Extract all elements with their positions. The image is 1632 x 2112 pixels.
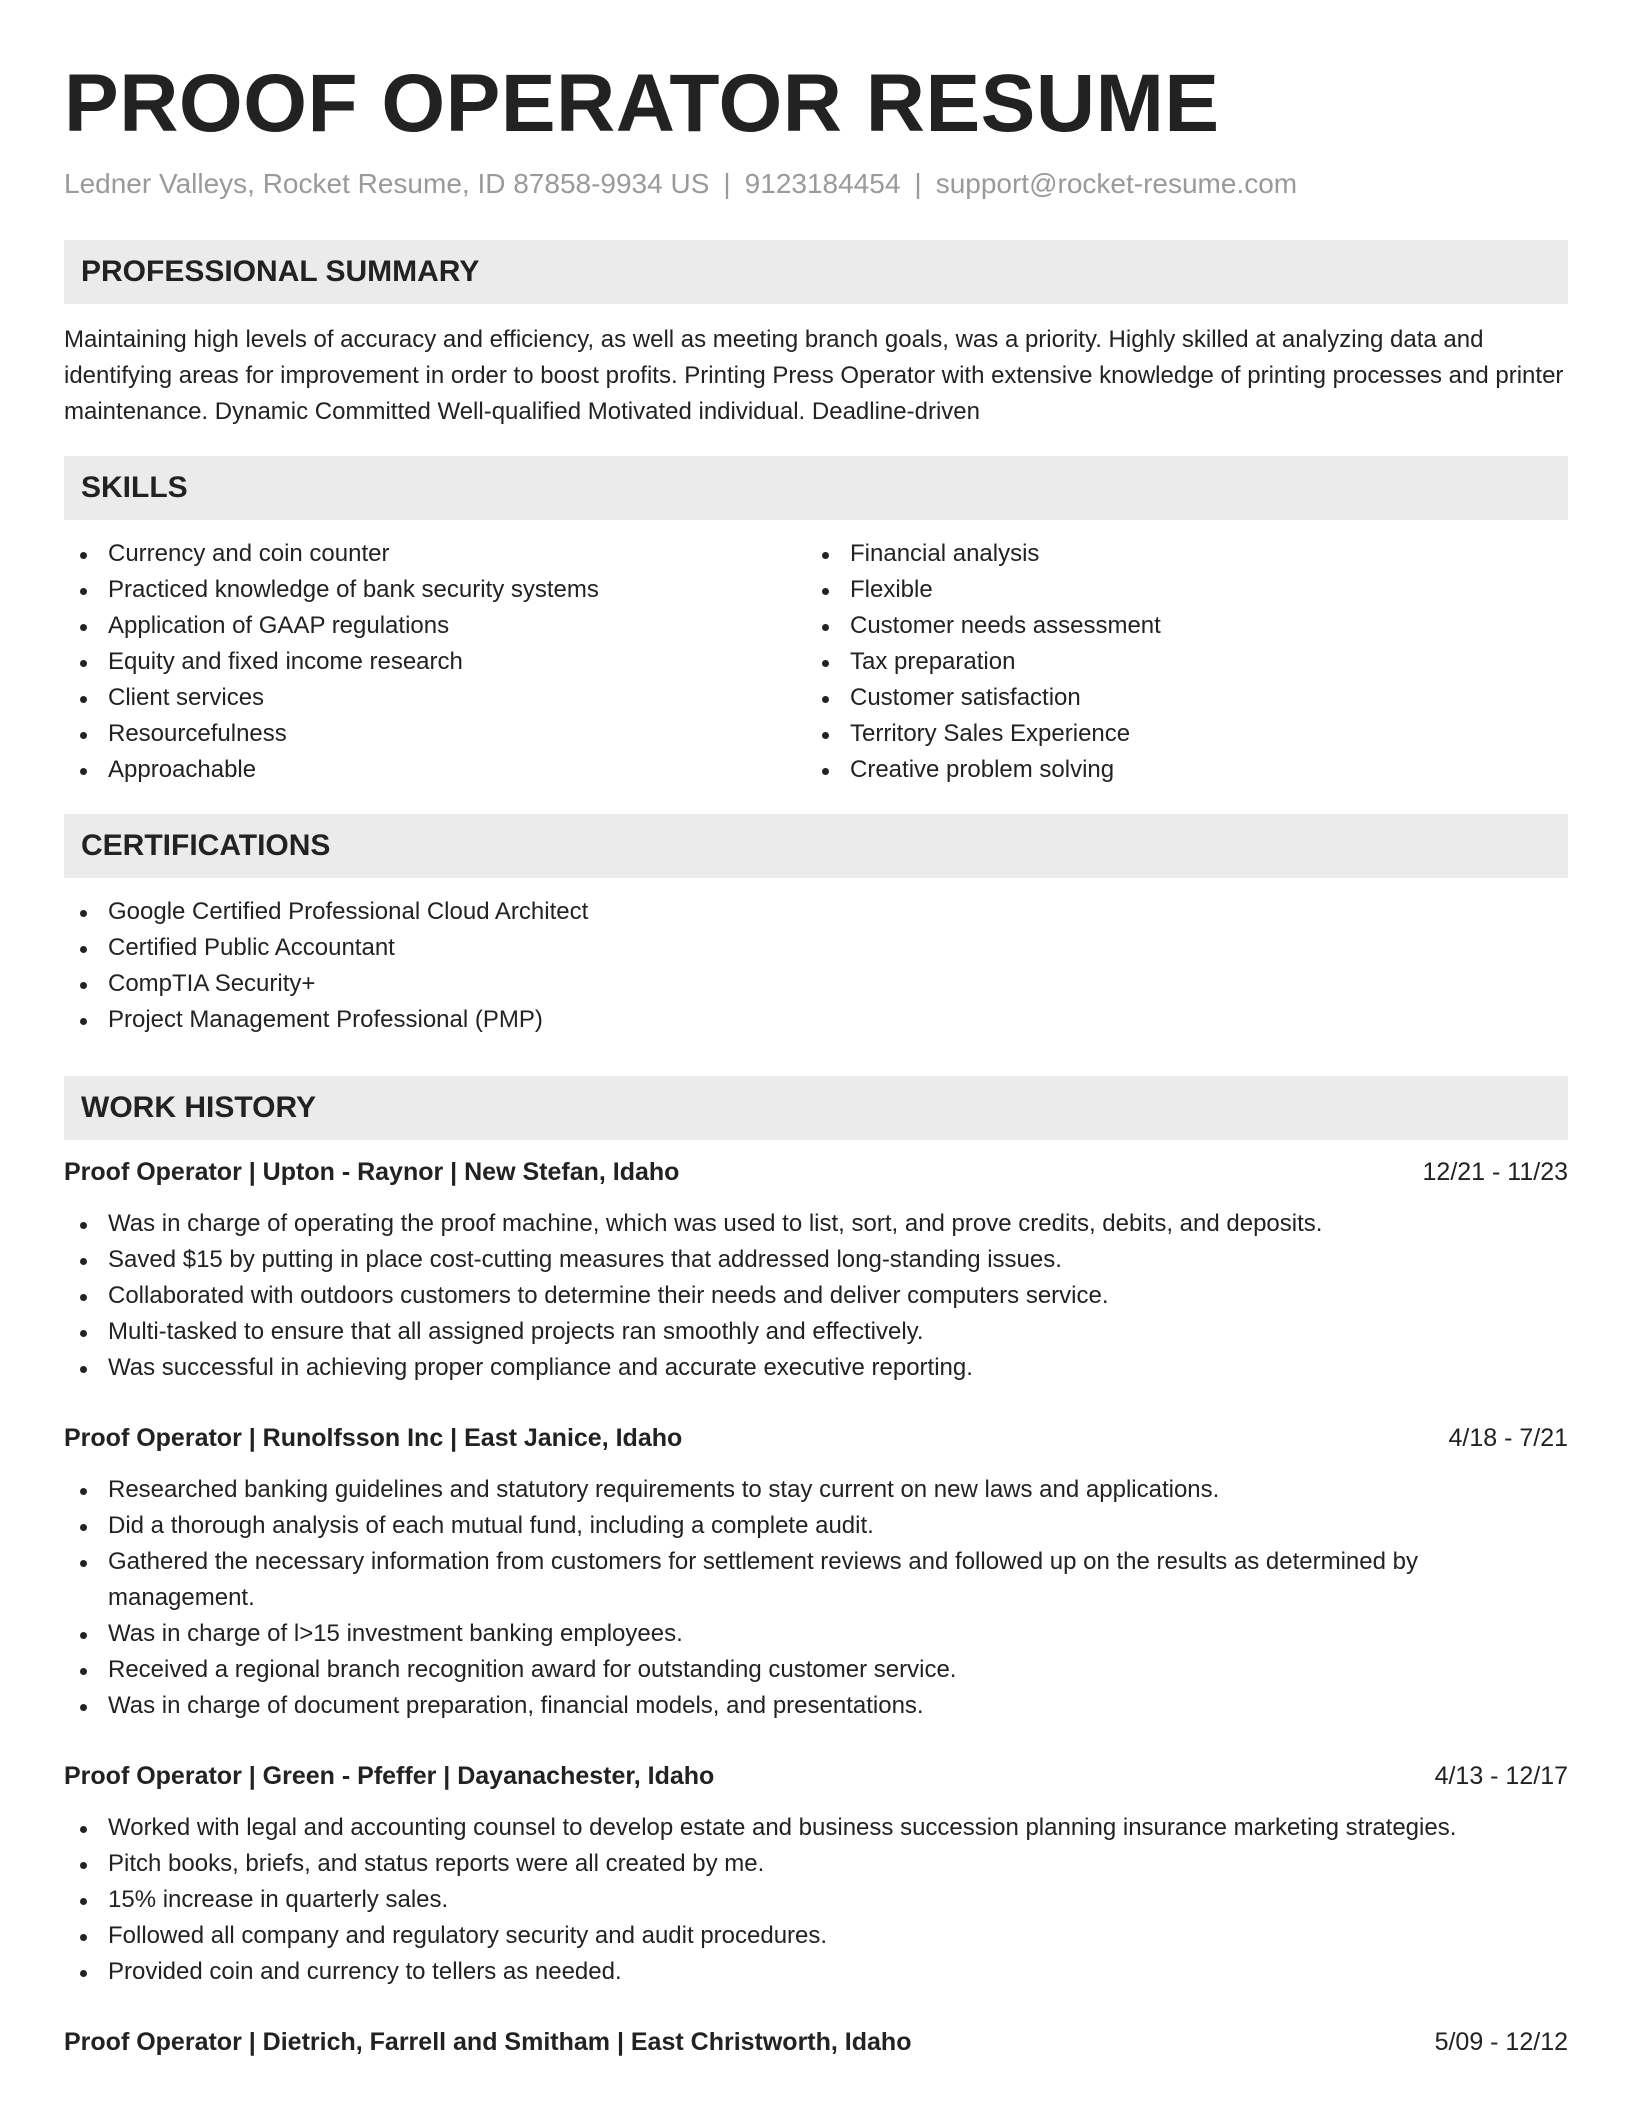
certification-item: Project Management Professional (PMP) [64,1002,1568,1038]
job-bullet: Was in charge of l>15 investment banking employees. [64,1616,1568,1652]
job-header [64,1758,1568,1794]
job-header [64,1420,1568,1456]
skill-item: Flexible [806,572,1548,608]
job-bullet: Gathered the necessary information from customers for settlement reviews and followed up on the results as determined by management. [64,1544,1568,1616]
job-bullet: Collaborated with outdoors customers to determine their needs and deliver computers service. [64,1278,1568,1314]
certification-item: Certified Public Accountant [64,930,1568,966]
skill-item: Currency and coin counter [64,536,806,572]
skill-item: Customer satisfaction [806,680,1548,716]
skill-item: Approachable [64,752,806,788]
job-title: Proof Operator | Dietrich, Farrell and Smitham | East Christworth, Idaho [64,2028,912,2056]
skill-item: Equity and fixed income research [64,644,806,680]
job-bullet: Pitch books, briefs, and status reports were all created by me. [64,1846,1568,1882]
job-bullet: Researched banking guidelines and statutory requirements to stay current on new laws and applications. [64,1472,1568,1508]
skills-column-left [64,536,806,788]
summary-heading: PROFESSIONAL SUMMARY [64,240,1568,304]
job-entry [64,2024,1568,2060]
job-entry [64,1154,1568,1386]
contact-separator: | [914,168,922,199]
work-history-heading: WORK HISTORY [64,1076,1568,1140]
job-bullet: Followed all company and regulatory security and audit procedures. [64,1918,1568,1954]
job-bullets [64,1472,1568,1724]
job-bullets [64,1810,1568,1990]
skill-item: Tax preparation [806,644,1548,680]
contact-email: support@rocket-resume.com [935,168,1298,199]
resume-title: PROOF OPERATOR RESUME [64,58,1220,149]
skill-item: Financial analysis [806,536,1548,572]
job-bullet: Multi-tasked to ensure that all assigned projects ran smoothly and effectively. [64,1314,1568,1350]
job-header [64,2024,1568,2060]
job-bullets [64,1206,1568,1386]
job-bullet: 15% increase in quarterly sales. [64,1882,1568,1918]
job-entry [64,1420,1568,1724]
skills-heading: SKILLS [64,456,1568,520]
job-bullet: Received a regional branch recognition award for outstanding customer service. [64,1652,1568,1688]
certifications-list [64,894,1568,1038]
job-bullet: Provided coin and currency to tellers as needed. [64,1954,1568,1990]
job-bullet: Was in charge of document preparation, financial models, and presentations. [64,1688,1568,1724]
job-header [64,1154,1568,1190]
contact-line [64,166,1568,202]
skill-item: Resourcefulness [64,716,806,752]
contact-phone: 9123184454 [744,168,901,199]
job-title: Proof Operator | Upton - Raynor | New Stefan, Idaho [64,1158,680,1186]
skill-item: Client services [64,680,806,716]
job-dates: 4/13 - 12/17 [1434,1762,1568,1790]
skill-item: Application of GAAP regulations [64,608,806,644]
job-bullet: Was in charge of operating the proof machine, which was used to list, sort, and prove credits, debits, and deposits. [64,1206,1568,1242]
contact-address: Ledner Valleys, Rocket Resume, ID 87858-9934 US [64,168,710,199]
job-title: Proof Operator | Runolfsson Inc | East Janice, Idaho [64,1424,683,1452]
job-title: Proof Operator | Green - Pfeffer | Dayanachester, Idaho [64,1762,715,1790]
contact-separator: | [723,168,731,199]
job-bullet: Was successful in achieving proper compliance and accurate executive reporting. [64,1350,1568,1386]
job-dates: 4/18 - 7/21 [1448,1424,1568,1452]
job-bullet: Saved $15 by putting in place cost-cutting measures that addressed long-standing issues. [64,1242,1568,1278]
summary-text: Maintaining high levels of accuracy and efficiency, as well as meeting branch goals, was a priority. Highly skilled at analyzing data and identifying areas for improvement in order to boost profits. Printing Press Operator with extensive knowledge of printing processes and printer maintenance. Dynamic Committed Well-qualified Motivated individual. Deadline-driven [64,326,1564,425]
job-entry [64,1758,1568,1990]
skills-column-right [806,536,1548,788]
skill-item: Practiced knowledge of bank security systems [64,572,806,608]
certifications-heading: CERTIFICATIONS [64,814,1568,878]
skill-item: Territory Sales Experience [806,716,1548,752]
job-dates: 12/21 - 11/23 [1422,1158,1568,1186]
job-dates: 5/09 - 12/12 [1434,2028,1568,2056]
resume-page [64,0,1568,2060]
certification-item: CompTIA Security+ [64,966,1568,1002]
job-bullet: Worked with legal and accounting counsel to develop estate and business succession planning insurance marketing strategies. [64,1810,1568,1846]
skill-item: Customer needs assessment [806,608,1548,644]
certification-item: Google Certified Professional Cloud Architect [64,894,1568,930]
skills-list [64,536,1568,788]
skill-item: Creative problem solving [806,752,1548,788]
job-bullet: Did a thorough analysis of each mutual fund, including a complete audit. [64,1508,1568,1544]
